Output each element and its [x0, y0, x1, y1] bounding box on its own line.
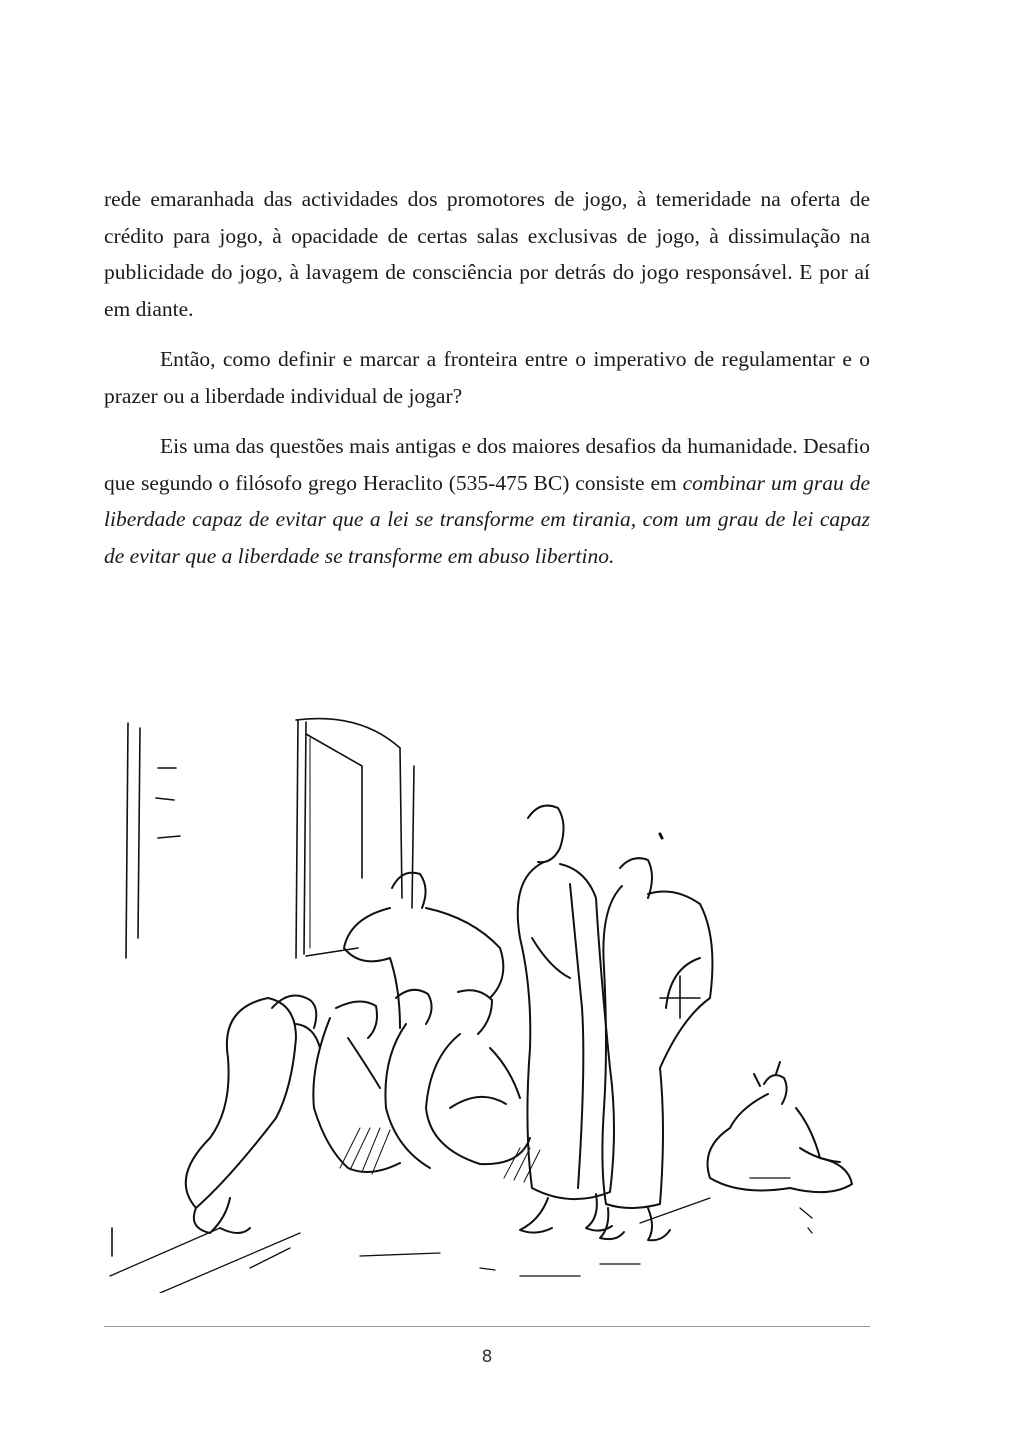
paragraph-2-text: Então, como definir e marcar a fronteira entre o imperativo de regulamentar e o prazer ou a liberdade individual de jogar?: [104, 347, 870, 408]
gamblers-illustration: [100, 708, 880, 1293]
standing-onlookers: [344, 806, 712, 1241]
page-number: 8: [481, 1347, 493, 1367]
paragraph-2: [104, 341, 870, 414]
crouching-gamblers: [186, 990, 530, 1233]
floor-hatching: [340, 1128, 540, 1182]
paragraph-1: [104, 181, 870, 327]
footer-rule: [104, 1326, 870, 1327]
body-text: [104, 181, 870, 588]
paragraph-3: [104, 428, 870, 574]
floor-sketch: [110, 1178, 812, 1293]
paragraph-1-text: rede emaranhada das actividades dos promotores de jogo, à temeridade na oferta de crédito para jogo, à opacidade de certas salas exclusivas de jogo, à dissimulação na publicidade do jogo, à lavagem de consciência por detrás do jogo responsável. E por aí em diante.: [104, 187, 870, 321]
heraclitus-quote: combinar um grau de liberdade capaz de evitar que a lei se transforme em tirania, com um grau de lei capaz de evitar que a liberdade se transforme em abuso libertino.: [104, 470, 870, 568]
paragraph-3-text: Eis uma das questões mais antigas e dos maiores desafios da humanidade. Desafio que segundo o filósofo grego Heraclito (535-475 BC) consiste em: [104, 434, 870, 495]
dog-sketch: [708, 1062, 853, 1192]
